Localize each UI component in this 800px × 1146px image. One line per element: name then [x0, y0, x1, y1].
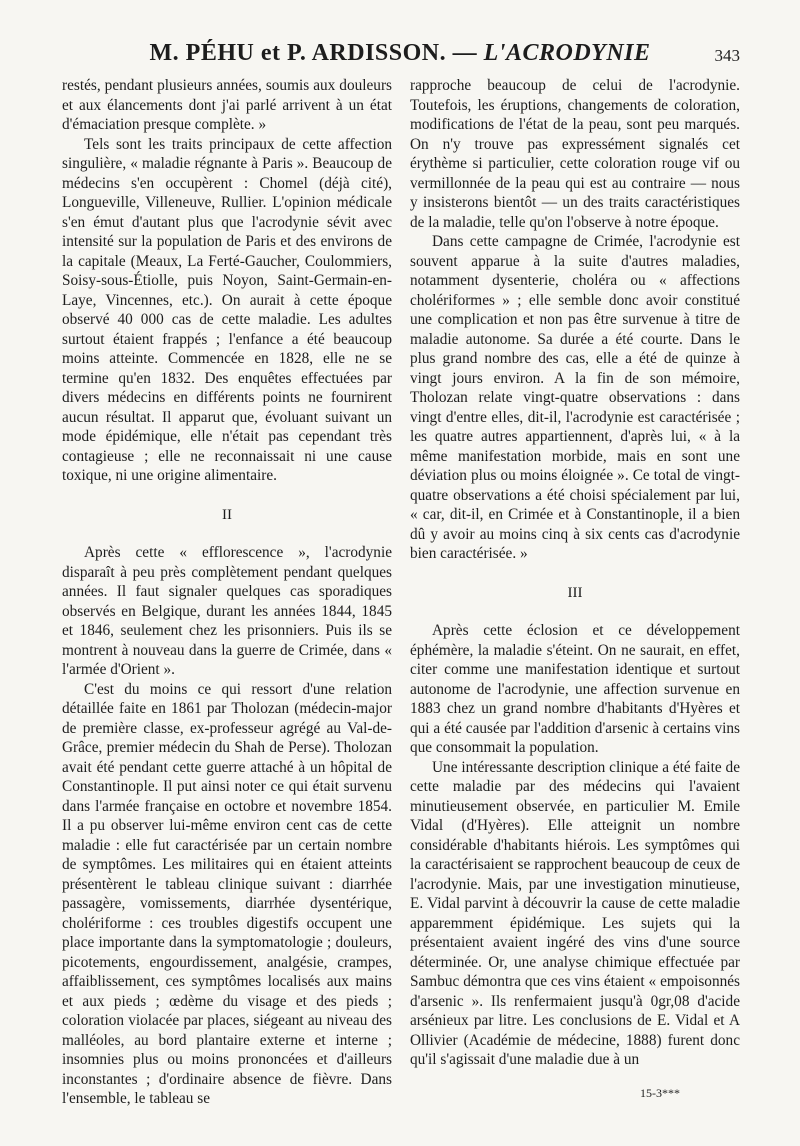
section-heading-ii: II — [222, 506, 232, 523]
running-title — [60, 40, 740, 67]
title-work: L'ACRODYNIE — [483, 40, 651, 66]
page-number: 343 — [714, 46, 740, 65]
paragraph: Après cette éclosion et ce développement éphémère, la maladie s'éteint. On ne saurait, en effet, citer comme une manifestation identique et surtout autonome de l'acrodynie, une affection survenue en 1883 chez un grand nombre d'habitants d'Hyères et qui a été causée par l'addition d'arsenic à certains vins que consommait la population. — [410, 622, 740, 756]
section-heading-iii: III — [567, 584, 583, 601]
paragraph: rapproche beaucoup de celui de l'acrodynie. Toutefois, les éruptions, changements de coloration, modifications de l'état de la peau, sont peu marqués. On n'y trouve pas expressément signalés cet érythème si particulier, cette coloration rouge vif ou vermillonnée de la peau qui est au contraire — nous y insisterons bientôt — un des traits caractéristiques de la maladie, telle qu'on l'observe à notre époque. — [410, 77, 740, 231]
paragraph: Tels sont les traits principaux de cette affection singulière, « maladie régnante à Paris ». Beaucoup de médecins s'en occupèrent : Chomel (déjà cité), Longueville, Villeneuve, Rullier. L'opinion médicale s'en émut d'autant plus que l'acrodynie sévit avec intensité sur la population de Paris et des environs de la capitale (Meaux, La Ferté-Gaucher, Coulommiers, Soisy-sous-Étiolle, puis Noyon, Saint-Germain-en-Laye, Vincennes, etc.). On aurait à cette époque observé 40 000 cas de cette maladie. Les adultes surtout étaient frappés ; l'enfance a été beaucoup moins atteinte. Commencée en 1828, elle ne se termine qu'en 1832. Des enquêtes effectuées par divers médecins en différents points ne fournirent aucun résultat. Il apparut que, évoluant suivant un mode épidémique, elle n'était pas cependant très contagieuse ; elle ne reconnaissait ni une cause toxique, ni une origine alimentaire. — [62, 135, 392, 484]
page-header — [60, 40, 740, 74]
left-column — [62, 76, 392, 1109]
right-column — [410, 76, 740, 1070]
paragraph: Une intéressante description clinique a été faite de cette maladie par des médecins qui l'avaient minutieusement observée, en particulier M. Emile Vidal (d'Hyères). Elle atteignit un nombre considérable d'habitants hiérois. Les symptômes qui la caractérisaient se rapprochent beaucoup de ceux de l'acrodynie. Mais, par une investigation minutieuse, E. Vidal parvint à découvrir la cause de cette maladie apparemment épidémique. Les sujets qui la présentaient avaient ingéré des vins d'une source déterminée. Or, une analyse chimique effectuée par Sambuc démontra que ces vins étaient « empoisonnés d'arsenic ». Ils renfermaient jusqu'à 0gr,08 d'acide arsénieux par litre. Les conclusions de E. Vidal et A Ollivier (Académie de médecine, 1888) furent donc qu'il s'agissait d'une maladie due à un — [410, 758, 740, 1068]
printer-signature: 15-3*** — [640, 1086, 680, 1100]
paragraph: C'est du moins ce qui ressort d'une relation détaillée faite en 1861 par Tholozan (médecin-major de première classe, ex-professeur agrégé au Val-de-Grâce, premier médecin du Shah de Perse). Tholozan avait été pendant cette guerre attaché à un hôpital de Constantinople. Il put ainsi noter ce qui était survenu dans l'armée française en octobre et novembre 1854. Il a pu observer lui-même environ cent cas de cette maladie : elle fut caractérisée par un certain nombre de symptômes. Les militaires qui en étaient atteints présentèrent le tableau clinique suivant : diarrhée passagère, vomissements, diarrhée dysentérique, cholériforme : ces troubles digestifs occupent une place importante dans la symptomatologie ; douleurs, picotements, engourdissement, analgésie, crampes, affaiblissement, ces symptômes localisés aux mains et aux pieds ; œdème du visage et des pieds ; coloration violacée par places, siégeant au niveau des malléoles, au bord plantaire externe et interne ; insomnies plus ou moins prononcées et d'ailleurs inconstantes ; d'ordinaire absence de fièvre. Dans l'ensemble, le tableau se — [62, 680, 392, 1107]
paragraph: Après cette « efflorescence », l'acrodynie disparaît à peu près complètement pendant quelques années. Il faut signaler quelques cas sporadiques observés en Belgique, durant les années 1844, 1845 et 1846, seulement chez les prisonniers. Puis ils se montrent à nouveau dans la guerre de Crimée, dans « l'armée d'Orient ». — [62, 544, 392, 678]
paragraph: Dans cette campagne de Crimée, l'acrodynie est souvent apparue à la suite d'autres maladies, notamment dysenterie, choléra ou « affections cholériformes » ; elle semble donc avoir constitué une complication et non pas être survenue à titre de maladie autonome. Sa durée a été courte. Dans le plus grand nombre des cas, elle a été de quinze à vingt jours environ. A la fin de son mémoire, Tholozan relate vingt-quatre observations : dans vingt d'entre elles, dit-il, l'acrodynie est caractérisée ; les quatre autres appartiennent, d'après lui, « à la même manifestation morbide, mais en sont une déviation plus ou moins éloignée ». Ce total de vingt-quatre observations a été choisi spécialement par lui, « car, dit-il, en Crimée et à Constantinople, il a bien dû y avoir au moins cinq à six cents cas d'acrodynie bien caractérisée. » — [410, 233, 740, 562]
title-authors: M. PÉHU et P. ARDISSON. — — [149, 40, 484, 66]
paragraph: restés, pendant plusieurs années, soumis aux douleurs et aux élancements dont j'ai parlé arrivent à un état d'émaciation presque complète. » — [62, 77, 392, 133]
